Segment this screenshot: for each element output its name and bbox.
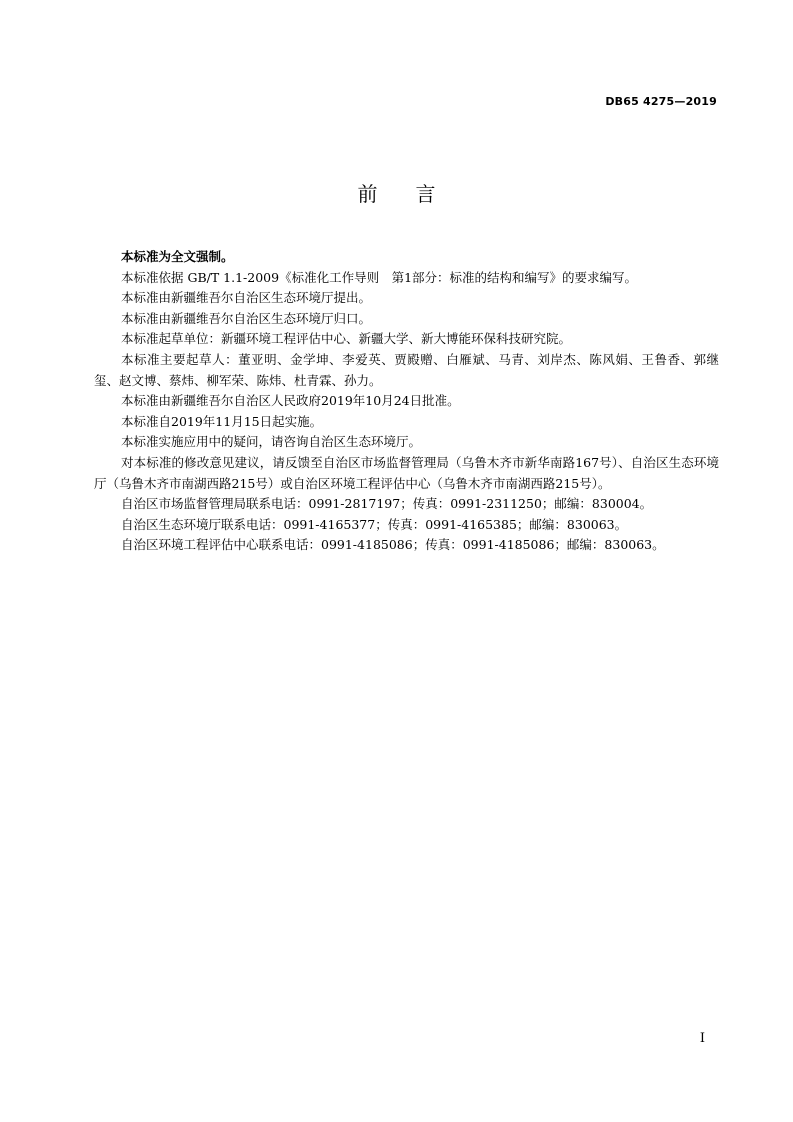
paragraph-drafters: 本标准主要起草人：董亚明、金学坤、李爱英、贾殿赠、白雁斌、马青、刘岸杰、陈风娟、王鲁香、郭继玺、赵文博、蔡炜、柳军荣、陈炜、杜青霖、孙力。	[94, 351, 719, 388]
paragraph-administrator: 本标准由新疆维吾尔自治区生态环境厅归口。	[121, 310, 372, 326]
paragraph-implementation-date: 本标准自2019年11月15日起实施。	[121, 413, 323, 429]
paragraph-contact-assessment-center: 自治区环境工程评估中心联系电话：0991-4185086；传真：0991-4185086；邮编：830063。	[121, 537, 665, 553]
paragraph-approval: 本标准由新疆维吾尔自治区人民政府2019年10月24日批准。	[121, 393, 460, 409]
page-number: I	[699, 1031, 705, 1046]
paragraph-inquiry: 本标准实施应用中的疑问，请咨询自治区生态环境厅。	[121, 434, 422, 450]
paragraph-proposer: 本标准由新疆维吾尔自治区生态环境厅提出。	[121, 290, 372, 306]
paragraph-drafting-basis: 本标准依据 GB/T 1.1-2009《标准化工作导则 第1部分：标准的结构和编写》的要求编写。	[121, 269, 638, 285]
document-code: DB65 4275—2019	[605, 95, 717, 108]
paragraph-mandatory-statement: 本标准为全文强制。	[121, 249, 234, 264]
paragraph-contact-environment-dept: 自治区生态环境厅联系电话：0991-4165377；传真：0991-4165385；邮编：830063。	[121, 516, 628, 532]
section-title: 前言	[357, 182, 474, 206]
foreword-body	[94, 247, 719, 556]
paragraph-contact-market-bureau: 自治区市场监督管理局联系电话：0991-2817197；传真：0991-2311250；邮编：830004。	[121, 496, 653, 512]
paragraph-drafting-units: 本标准起草单位：新疆环境工程评估中心、新疆大学、新大博能环保科技研究院。	[121, 331, 572, 347]
paragraph-feedback: 对本标准的修改意见建议，请反馈至自治区市场监督管理局（乌鲁木齐市新华南路167号）、自治区生态环境厅（乌鲁木齐市南湖西路215号）或自治区环境工程评估中心（乌鲁木齐市南湖西路215号）。	[94, 454, 719, 491]
